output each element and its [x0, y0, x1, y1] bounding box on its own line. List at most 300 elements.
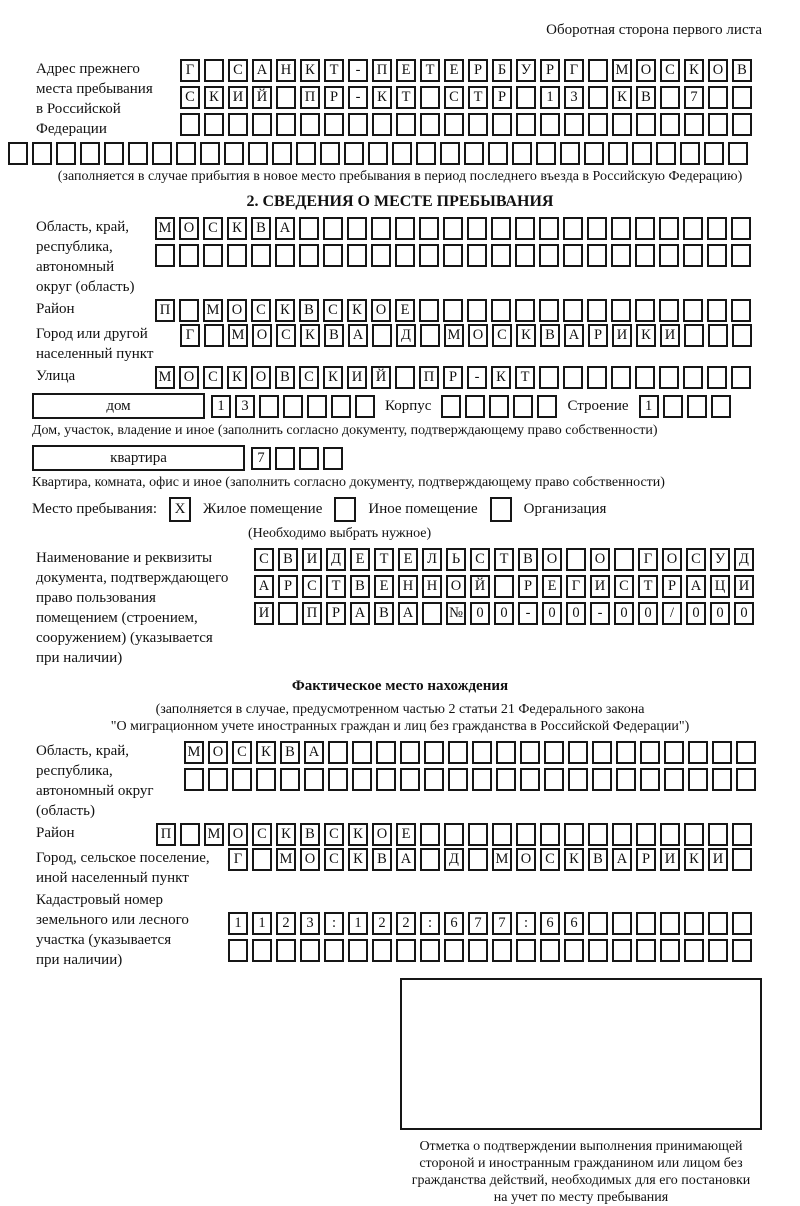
char-cell	[563, 244, 583, 267]
char-cell	[683, 244, 703, 267]
district-actual-row	[156, 823, 752, 846]
char-cell: С	[686, 548, 706, 571]
char-cell	[491, 299, 511, 322]
char-cell	[467, 299, 487, 322]
char-cell	[736, 768, 756, 791]
char-cell	[424, 768, 444, 791]
stroenie-row	[639, 395, 731, 418]
char-cell: И	[612, 324, 632, 347]
char-cell: С	[302, 575, 322, 598]
char-cell: 7	[251, 447, 271, 470]
char-cell: Е	[396, 823, 416, 846]
char-cell	[564, 939, 584, 962]
char-cell	[539, 244, 559, 267]
char-cell	[347, 244, 367, 267]
char-cell: Г	[180, 324, 200, 347]
char-cell: С	[180, 86, 200, 109]
char-cell: К	[636, 324, 656, 347]
char-cell: А	[686, 575, 706, 598]
field-city	[36, 324, 764, 364]
char-cell	[400, 768, 420, 791]
char-cell	[299, 447, 319, 470]
char-cell	[376, 768, 396, 791]
char-cell: С	[614, 575, 634, 598]
char-cell	[488, 142, 508, 165]
char-cell	[540, 113, 560, 136]
char-cell	[680, 142, 700, 165]
char-cell: С	[299, 366, 319, 389]
char-cell	[491, 244, 511, 267]
char-cell: 6	[564, 912, 584, 935]
char-cell: О	[179, 366, 199, 389]
char-cell	[395, 217, 415, 240]
char-cell	[252, 939, 272, 962]
char-cell: К	[275, 299, 295, 322]
char-cell	[611, 217, 631, 240]
char-cell	[468, 823, 488, 846]
char-cell	[588, 939, 608, 962]
char-cell: Р	[662, 575, 682, 598]
char-cell	[443, 217, 463, 240]
char-cell: П	[155, 299, 175, 322]
char-cell	[732, 823, 752, 846]
char-cell: -	[348, 86, 368, 109]
char-cell	[419, 217, 439, 240]
char-cell	[684, 939, 704, 962]
char-cell	[563, 217, 583, 240]
char-cell: Р	[324, 86, 344, 109]
label-line: Отметка о подтверждении выполнения принимающей	[419, 1139, 743, 1154]
char-cell	[712, 768, 732, 791]
char-cell	[352, 741, 372, 764]
char-cell: О	[208, 741, 228, 764]
char-cell	[708, 324, 728, 347]
char-cell: Н	[398, 575, 418, 598]
char-cell	[491, 217, 511, 240]
document-row-2	[254, 575, 754, 598]
char-cell	[300, 113, 320, 136]
char-cell: 3	[564, 86, 584, 109]
char-cell	[355, 395, 375, 418]
char-cell	[520, 768, 540, 791]
prev-address-row-1	[180, 59, 752, 82]
char-cell	[323, 217, 343, 240]
char-cell	[331, 395, 351, 418]
apartment-widebox	[32, 445, 245, 471]
char-cell: И	[347, 366, 367, 389]
label-line: автономный округ	[36, 783, 154, 799]
char-cell	[731, 366, 751, 389]
char-cell: У	[710, 548, 730, 571]
char-cell: 2	[276, 912, 296, 935]
char-cell	[372, 113, 392, 136]
char-cell: К	[612, 86, 632, 109]
char-cell	[304, 768, 324, 791]
char-cell	[664, 741, 684, 764]
char-cell: В	[540, 324, 560, 347]
char-cell: Ц	[710, 575, 730, 598]
char-cell	[128, 142, 148, 165]
label-line: "О миграционном учете иностранных граждан и лиц без гражданства в Российской Федерации")	[110, 719, 690, 734]
field-apartment	[32, 445, 764, 471]
char-cell	[587, 244, 607, 267]
char-cell	[180, 113, 200, 136]
char-cell: А	[348, 324, 368, 347]
char-cell: С	[444, 86, 464, 109]
char-cell: Р	[588, 324, 608, 347]
char-cell	[708, 86, 728, 109]
char-cell: К	[684, 59, 704, 82]
checkbox-organization	[490, 497, 512, 522]
char-cell	[278, 602, 298, 625]
char-cell	[516, 113, 536, 136]
char-cell: 6	[540, 912, 560, 935]
korpus-label: Корпус	[385, 397, 432, 414]
char-cell	[537, 395, 557, 418]
char-cell	[636, 113, 656, 136]
checkbox-other-premises	[334, 497, 356, 522]
char-cell	[371, 244, 391, 267]
char-cell: М	[276, 848, 296, 871]
char-cell: И	[734, 575, 754, 598]
char-cell	[659, 366, 679, 389]
char-cell	[420, 939, 440, 962]
char-cell: К	[256, 741, 276, 764]
char-cell	[472, 768, 492, 791]
char-cell: П	[372, 59, 392, 82]
label-line: помещением (строением,	[36, 610, 198, 626]
char-cell	[611, 244, 631, 267]
char-cell	[588, 823, 608, 846]
char-cell: О	[300, 848, 320, 871]
label-line: на учет по месту пребывания	[493, 1190, 669, 1205]
char-cell: 3	[235, 395, 255, 418]
char-cell: И	[660, 324, 680, 347]
city-actual-label	[36, 848, 228, 888]
apartment-widebox-label: квартира	[110, 449, 167, 466]
char-cell: И	[254, 602, 274, 625]
char-cell	[184, 768, 204, 791]
char-cell	[492, 939, 512, 962]
char-cell: П	[302, 602, 322, 625]
char-cell	[228, 939, 248, 962]
char-cell	[323, 244, 343, 267]
char-cell: В	[299, 299, 319, 322]
char-cell: О	[516, 848, 536, 871]
char-cell: К	[372, 86, 392, 109]
cadastre-label	[36, 890, 228, 970]
char-cell: О	[228, 823, 248, 846]
char-cell: К	[564, 848, 584, 871]
char-cell	[444, 113, 464, 136]
char-cell: О	[252, 324, 272, 347]
char-cell	[443, 299, 463, 322]
char-cell: 1	[348, 912, 368, 935]
char-cell	[200, 142, 220, 165]
char-cell: С	[323, 299, 343, 322]
char-cell	[708, 823, 728, 846]
region-rows	[155, 217, 751, 271]
field-district-actual	[36, 823, 764, 846]
checkbox-residential: X	[169, 497, 191, 522]
char-cell: Р	[540, 59, 560, 82]
label-line: республика,	[36, 763, 113, 779]
char-cell	[276, 939, 296, 962]
char-cell	[248, 142, 268, 165]
char-cell	[707, 244, 727, 267]
char-cell: А	[304, 741, 324, 764]
field-document	[36, 548, 764, 668]
char-cell: -	[590, 602, 610, 625]
char-cell	[468, 113, 488, 136]
char-cell	[180, 823, 200, 846]
char-cell: В	[275, 366, 295, 389]
label-line: в Российской	[36, 101, 121, 117]
label-line: республика,	[36, 239, 113, 255]
prev-address-row-3	[180, 113, 752, 136]
district-actual-label: Район	[36, 825, 75, 841]
char-cell	[259, 395, 279, 418]
house-number-row	[211, 395, 375, 418]
char-cell	[540, 939, 560, 962]
char-cell: Т	[326, 575, 346, 598]
actual-location-note	[36, 701, 764, 735]
char-cell	[395, 366, 415, 389]
char-cell: С	[252, 823, 272, 846]
char-cell	[368, 142, 388, 165]
char-cell: Р	[468, 59, 488, 82]
char-cell: /	[662, 602, 682, 625]
char-cell: К	[347, 299, 367, 322]
char-cell	[539, 299, 559, 322]
char-cell: :	[420, 912, 440, 935]
char-cell	[395, 244, 415, 267]
char-cell	[632, 142, 652, 165]
char-cell	[280, 768, 300, 791]
street-label: Улица	[36, 368, 76, 384]
char-cell	[616, 768, 636, 791]
char-cell	[496, 768, 516, 791]
char-cell: 0	[710, 602, 730, 625]
char-cell	[56, 142, 76, 165]
char-cell	[688, 768, 708, 791]
char-cell	[419, 244, 439, 267]
char-cell: Т	[374, 548, 394, 571]
char-cell	[704, 142, 724, 165]
char-cell	[635, 244, 655, 267]
prev-address-row-2	[180, 86, 752, 109]
char-cell	[564, 113, 584, 136]
prev-address-label	[36, 59, 180, 139]
city-label	[36, 324, 180, 364]
field-street	[36, 366, 764, 389]
prev-address-note: (заполняется в случае прибытия в новое место пребывания в период последнего въезда в Российскую Федерацию)	[57, 169, 743, 184]
label-line: гражданства действий, необходимых для его постановки	[411, 1173, 751, 1188]
char-cell: К	[516, 324, 536, 347]
char-cell	[464, 142, 484, 165]
cadastre-row-2	[228, 939, 752, 962]
apartment-row	[251, 447, 343, 470]
char-cell	[376, 741, 396, 764]
char-cell: В	[636, 86, 656, 109]
char-cell	[592, 741, 612, 764]
char-cell	[420, 86, 440, 109]
label-line: стороной и иностранным гражданином или лицом без	[419, 1156, 743, 1171]
region-actual-label	[36, 741, 184, 821]
field-prev-address	[36, 59, 764, 140]
label-line: Адрес прежнего	[36, 61, 140, 77]
char-cell: И	[660, 848, 680, 871]
char-cell	[568, 741, 588, 764]
char-cell	[684, 912, 704, 935]
char-cell: -	[348, 59, 368, 82]
char-cell: К	[348, 848, 368, 871]
char-cell	[465, 395, 485, 418]
form-back-page	[0, 22, 800, 1205]
char-cell: В	[251, 217, 271, 240]
char-cell: П	[419, 366, 439, 389]
char-cell: И	[708, 848, 728, 871]
char-cell: Е	[374, 575, 394, 598]
char-cell	[707, 217, 727, 240]
char-cell: О	[251, 366, 271, 389]
section2-title: 2. СВЕДЕНИЯ О МЕСТЕ ПРЕБЫВАНИЯ	[246, 193, 554, 210]
option-other-premises-label: Иное помещение	[368, 501, 478, 517]
char-cell	[659, 299, 679, 322]
char-cell: М	[228, 324, 248, 347]
char-cell: :	[324, 912, 344, 935]
char-cell	[176, 142, 196, 165]
label-line: иной населенный пункт	[36, 870, 189, 886]
label-line: (область)	[36, 803, 95, 819]
char-cell	[299, 217, 319, 240]
label-line: места пребывания	[36, 81, 153, 97]
char-cell: 0	[566, 602, 586, 625]
char-cell	[708, 113, 728, 136]
label-line: Область, край,	[36, 743, 130, 759]
char-cell: А	[396, 848, 416, 871]
char-cell: 1	[252, 912, 272, 935]
char-cell	[515, 299, 535, 322]
char-cell: -	[467, 366, 487, 389]
char-cell	[512, 142, 532, 165]
label-line: Кадастровый номер	[36, 892, 163, 908]
char-cell: К	[204, 86, 224, 109]
region-actual-rows	[184, 741, 756, 795]
char-cell	[588, 912, 608, 935]
prev-address-row-4	[8, 142, 764, 165]
char-cell: Е	[395, 299, 415, 322]
stay-type-note: (Необходимо выбрать нужное)	[248, 526, 432, 541]
char-cell	[468, 848, 488, 871]
char-cell	[419, 299, 439, 322]
char-cell: Т	[515, 366, 535, 389]
char-cell: Д	[326, 548, 346, 571]
label-line: участка (указывается	[36, 932, 172, 948]
char-cell	[732, 848, 752, 871]
char-cell	[660, 823, 680, 846]
char-cell	[252, 113, 272, 136]
char-cell: А	[350, 602, 370, 625]
char-cell	[732, 86, 752, 109]
char-cell	[732, 113, 752, 136]
char-cell: 0	[638, 602, 658, 625]
confirmation-mark-box	[400, 978, 762, 1130]
label-line: (заполняется в случае, предусмотренном частью 2 статьи 21 Федерального закона	[155, 702, 645, 717]
char-cell: Р	[518, 575, 538, 598]
char-cell	[568, 768, 588, 791]
char-cell: К	[300, 324, 320, 347]
char-cell	[352, 768, 372, 791]
char-cell: С	[203, 217, 223, 240]
char-cell: 1	[540, 86, 560, 109]
char-cell	[660, 912, 680, 935]
char-cell	[663, 395, 683, 418]
char-cell: М	[155, 217, 175, 240]
char-cell	[611, 299, 631, 322]
char-cell: М	[492, 848, 512, 871]
char-cell	[566, 548, 586, 571]
char-cell: С	[660, 59, 680, 82]
char-cell	[299, 244, 319, 267]
char-cell: В	[324, 324, 344, 347]
house-widebox-label: дом	[106, 397, 131, 414]
label-line: земельного или лесного	[36, 912, 189, 928]
char-cell	[635, 217, 655, 240]
char-cell	[684, 113, 704, 136]
char-cell: Г	[228, 848, 248, 871]
char-cell	[328, 741, 348, 764]
char-cell	[731, 299, 751, 322]
char-cell	[732, 324, 752, 347]
char-cell	[732, 912, 752, 935]
char-cell: Т	[324, 59, 344, 82]
char-cell	[204, 324, 224, 347]
char-cell: А	[564, 324, 584, 347]
char-cell: М	[612, 59, 632, 82]
street-row	[155, 366, 751, 389]
char-cell	[708, 912, 728, 935]
char-cell: А	[612, 848, 632, 871]
char-cell: С	[232, 741, 252, 764]
region-actual-row-1	[184, 741, 756, 764]
char-cell	[420, 113, 440, 136]
char-cell	[324, 939, 344, 962]
char-cell	[711, 395, 731, 418]
char-cell: Й	[470, 575, 490, 598]
char-cell: О	[446, 575, 466, 598]
actual-location-title: Фактическое место нахождения	[291, 678, 509, 694]
char-cell: Н	[422, 575, 442, 598]
char-cell: К	[227, 217, 247, 240]
char-cell	[307, 395, 327, 418]
char-cell	[612, 113, 632, 136]
char-cell: Г	[638, 548, 658, 571]
char-cell	[728, 142, 748, 165]
label-line: право пользования	[36, 590, 156, 606]
char-cell: О	[708, 59, 728, 82]
char-cell: Е	[444, 59, 464, 82]
char-cell	[588, 86, 608, 109]
char-cell	[251, 244, 271, 267]
char-cell: 1	[228, 912, 248, 935]
char-cell: Е	[542, 575, 562, 598]
char-cell	[684, 823, 704, 846]
char-cell: 7	[492, 912, 512, 935]
char-cell: Г	[564, 59, 584, 82]
label-line: при наличии)	[36, 650, 123, 666]
char-cell	[296, 142, 316, 165]
